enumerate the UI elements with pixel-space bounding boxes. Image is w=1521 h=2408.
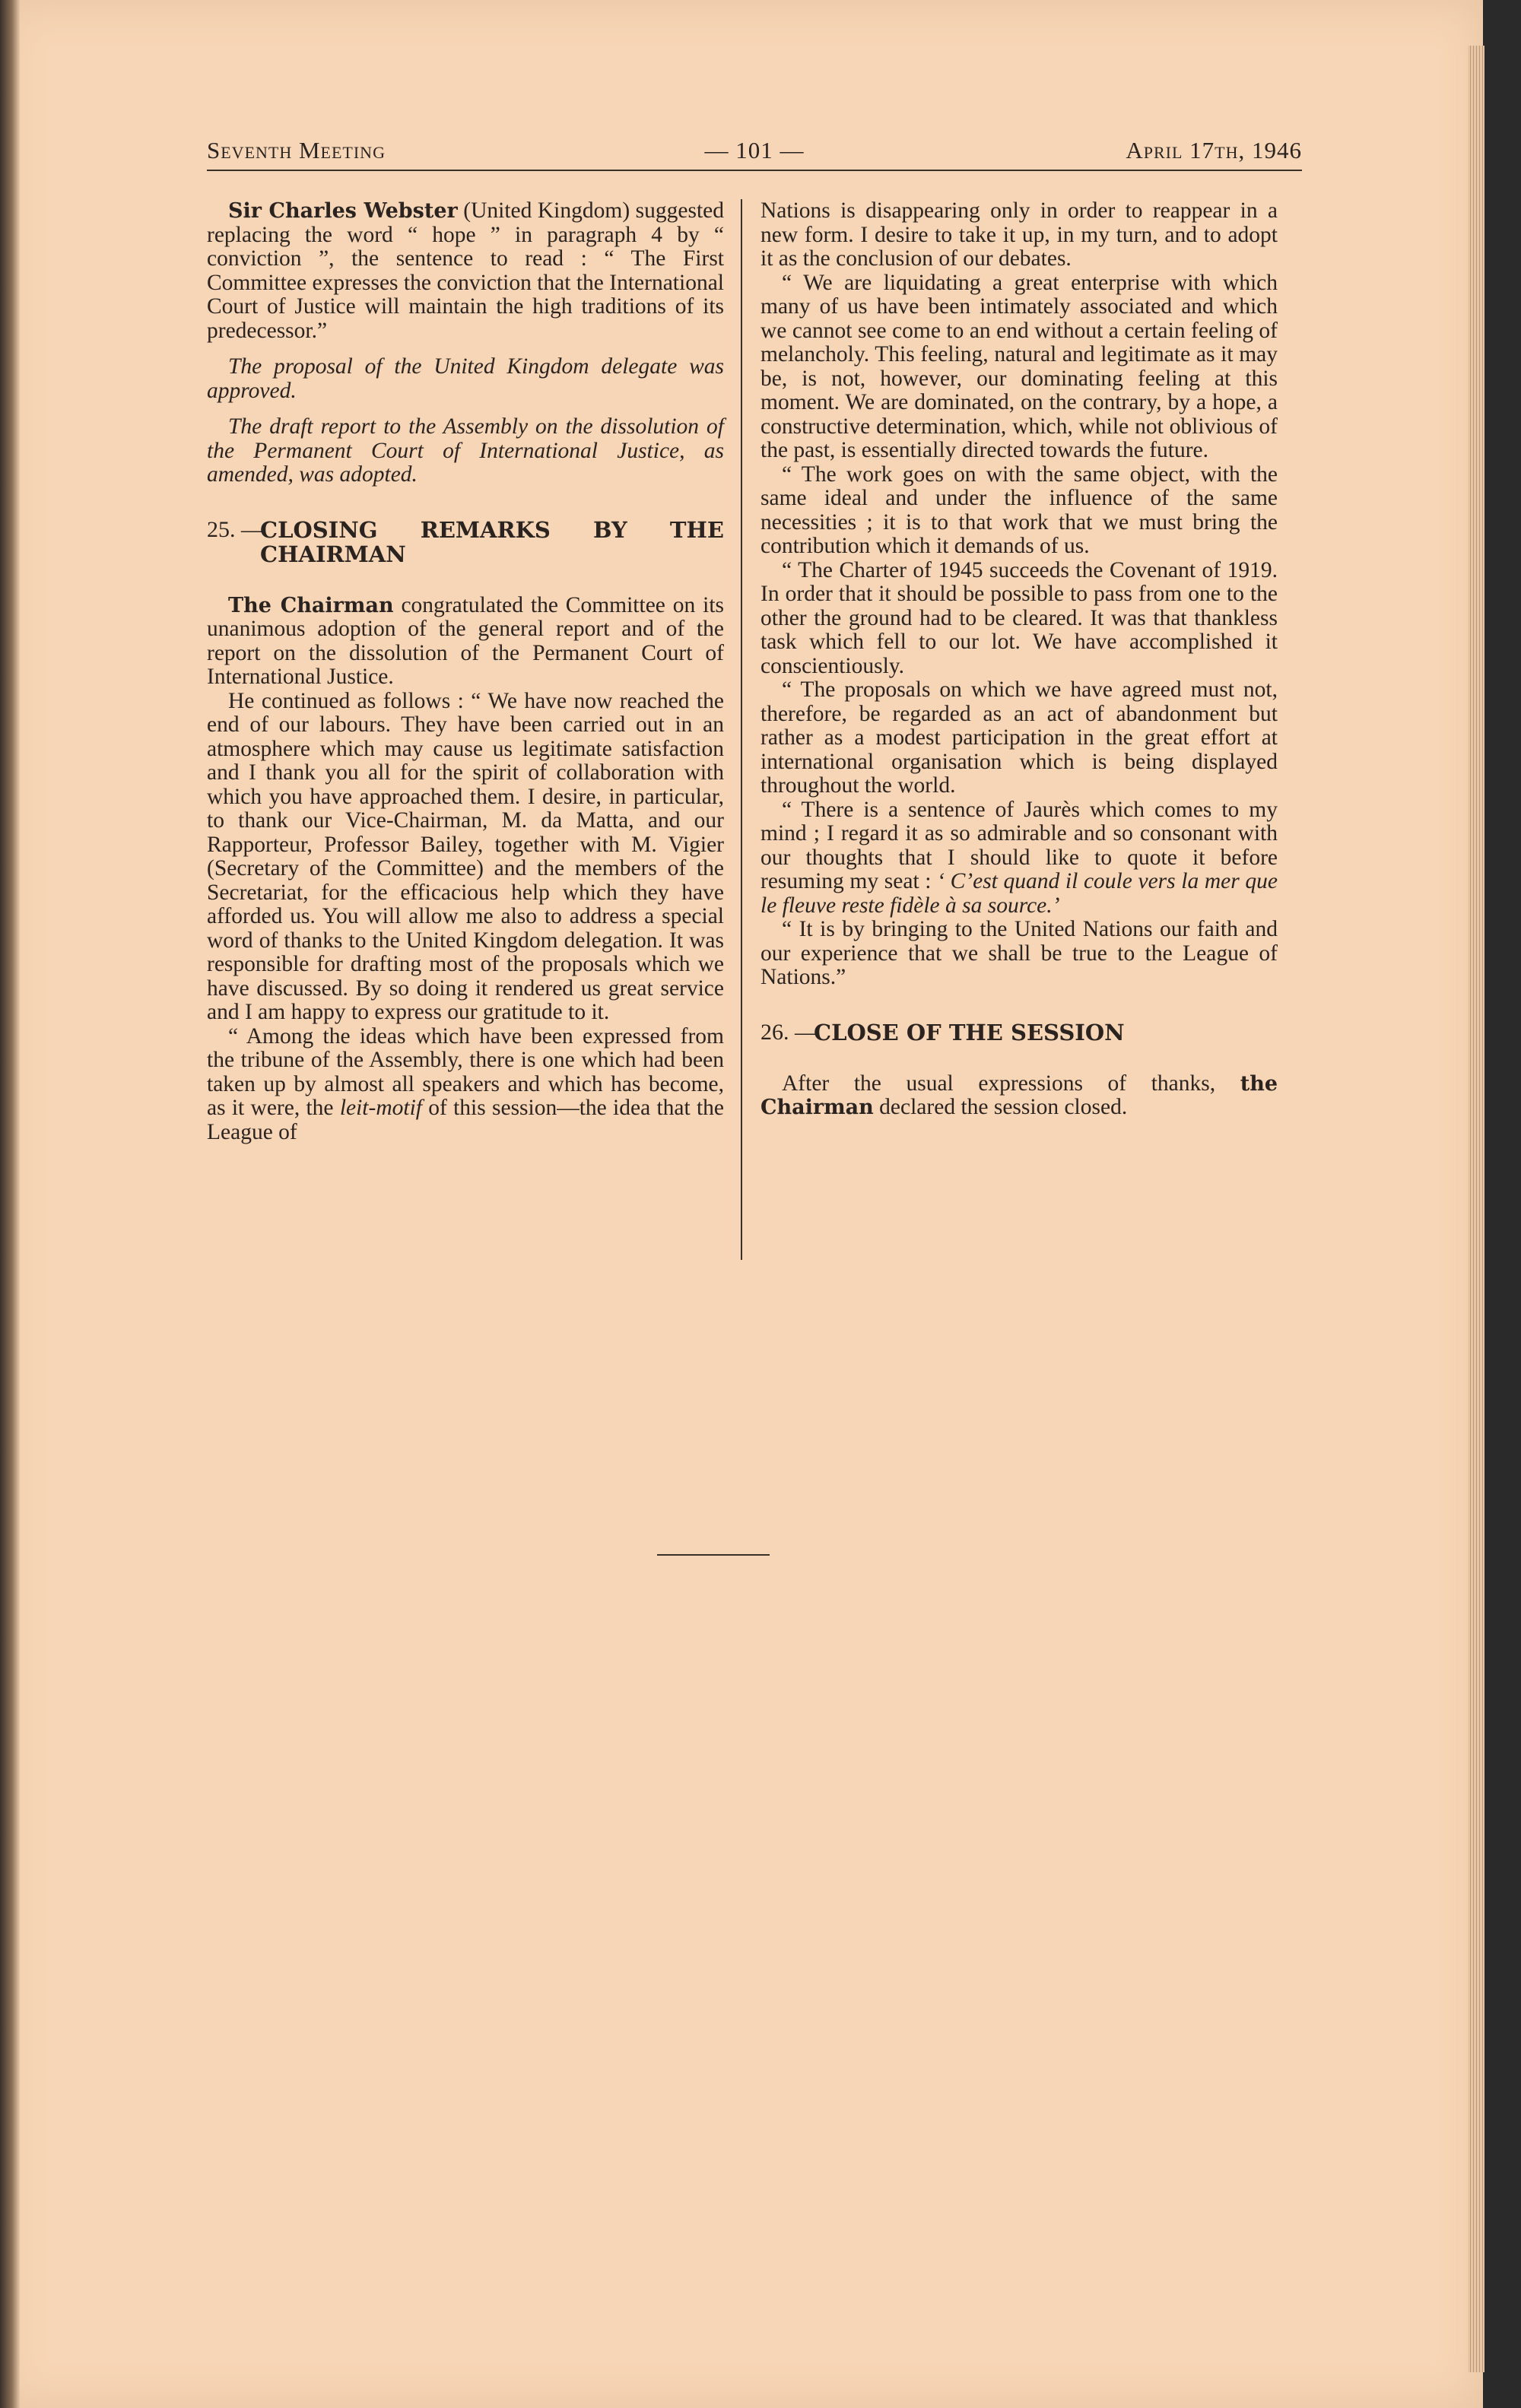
heading-word: THE xyxy=(669,516,724,543)
speaker-name: the Chairman xyxy=(760,1071,1278,1119)
heading-line-2: CHAIRMAN xyxy=(260,541,406,567)
book-binding-edge xyxy=(0,0,20,2408)
paragraph xyxy=(207,594,724,690)
paragraph: “ The proposals on which we have agreed must not, therefore, be regarded as an act of abandonment but rather as a modest participation in the great effort at international organisation which is being displayed throughout the world. xyxy=(760,677,1278,798)
paragraph-text: declared the session closed. xyxy=(873,1095,1128,1119)
paragraph: “ We are liquidating a great enterprise with which many of us have been intimately associated and which we cannot see come to an end without a certain feeling of melancholy. This feeling, natural and legitimate as it may be, is not, however, our dominating feeling at this moment. We are dominated, on the contrary, by a hope, a constructive determination, which, while not oblivious of the past, is essentially directed towards the future. xyxy=(760,270,1278,462)
column-divider xyxy=(741,199,742,1260)
paragraph xyxy=(760,1072,1278,1120)
section-number: 26. — xyxy=(760,1019,818,1045)
paragraph: “ The work goes on with the same object, with the same ideal and under the influence of the same necessities ; it is to that work that we must bring the contribution which it demands of us. xyxy=(760,462,1278,558)
page-stack-edge xyxy=(1468,46,1484,2372)
left-column xyxy=(207,199,724,1144)
section-number: 25. — xyxy=(207,516,264,542)
speaker-name: Sir Charles Webster xyxy=(228,199,458,223)
section-heading-25 xyxy=(207,518,724,566)
paragraph-text: (United Kingdom) suggested replacing the word “ hope ” in paragraph 4 by “ conviction ”, the sentence to read : “ The First Committee expresses the conviction that the International Court of Justice will maintain the high traditions of its predecessor.” xyxy=(207,198,724,343)
italic-term: leit-motif xyxy=(339,1096,422,1120)
paragraph-text: After the usual expressions of thanks, xyxy=(782,1071,1240,1096)
paragraph: Nations is disappearing only in order to reappear in a new form. I desire to take it up, in my turn, and to adopt it as the conclusion of our debates. xyxy=(760,198,1278,271)
paragraph xyxy=(207,1025,724,1145)
heading-line-1: CLOSE OF THE SESSION xyxy=(814,1019,1125,1045)
heading-line-1 xyxy=(260,518,724,542)
page-number: — 101 — xyxy=(704,137,805,163)
heading-word: CLOSING xyxy=(260,516,378,543)
paragraph-text: congratulated the Committee on its unanimous adoption of the general report and of the report on the dissolution of the Permanent Court of International Justice. xyxy=(207,592,724,689)
french-quote: ‘ C’est quand il coule vers la mer que le fleuve reste fidèle à sa source.’ xyxy=(760,869,1278,918)
header-meeting: Seventh Meeting xyxy=(207,137,386,163)
paragraph: “ The Charter of 1945 succeeds the Covenant of 1919. In order that it should be possible to pass from one to the other the ground had to be cleared. It was that thankless task which fell to our lot. We have accomplished it conscientiously. xyxy=(760,557,1278,678)
header-rule xyxy=(207,170,1302,171)
speaker-name: The Chairman xyxy=(228,593,394,617)
paragraph xyxy=(207,199,724,343)
right-column xyxy=(760,199,1278,1120)
paragraph-text: of this session—the idea that the League of xyxy=(207,1096,725,1144)
header-date: April 17th, 1946 xyxy=(1126,137,1302,163)
paragraph xyxy=(760,798,1278,918)
heading-word: REMARKS xyxy=(420,516,551,543)
italic-note: The proposal of the United Kingdom delegate was approved. xyxy=(207,354,724,403)
running-header xyxy=(207,137,1302,167)
paragraph: He continued as follows : “ We have now reached the end of our labours. They have been carried out in an atmosphere which may cause us legitimate satisfaction and I thank you all for the spirit of collaboration with which you have approached them. I desire, in particular, to thank our Vice-Chairman, M. da Matta, and our Rapporteur, Professor Bailey, together with M. Vigier (Secretary of the Committee) and the members of the Secretariat, for the efficacious help which they have afforded us. You will allow me also to address a special word of thanks to the United Kingdom delegation. It was responsible for drafting most of the proposals which we have discussed. By so doing it rendered us great service and I am happy to express our gratitude to it. xyxy=(207,688,724,1024)
end-rule xyxy=(657,1554,770,1556)
heading-word: BY xyxy=(592,516,627,543)
paragraph: “ It is by bringing to the United Nations our faith and our experience that we shall be true to the League of Nations.” xyxy=(760,917,1278,989)
section-heading-26 xyxy=(760,1020,1278,1045)
italic-note: The draft report to the Assembly on the dissolution of the Permanent Court of International Justice, as amended, was adopted. xyxy=(207,414,724,487)
paragraph-text: “ There is a sentence of Jaurès which comes to my mind ; I regard it as so admirable and so consonant with our thoughts that I should like to quote it before resuming my seat : xyxy=(760,797,1278,893)
paragraph-text: “ Among the ideas which have been expressed from the tribune of the Assembly, there is one which had been taken up by almost all speakers and which has become, as it were, the xyxy=(207,1023,724,1120)
